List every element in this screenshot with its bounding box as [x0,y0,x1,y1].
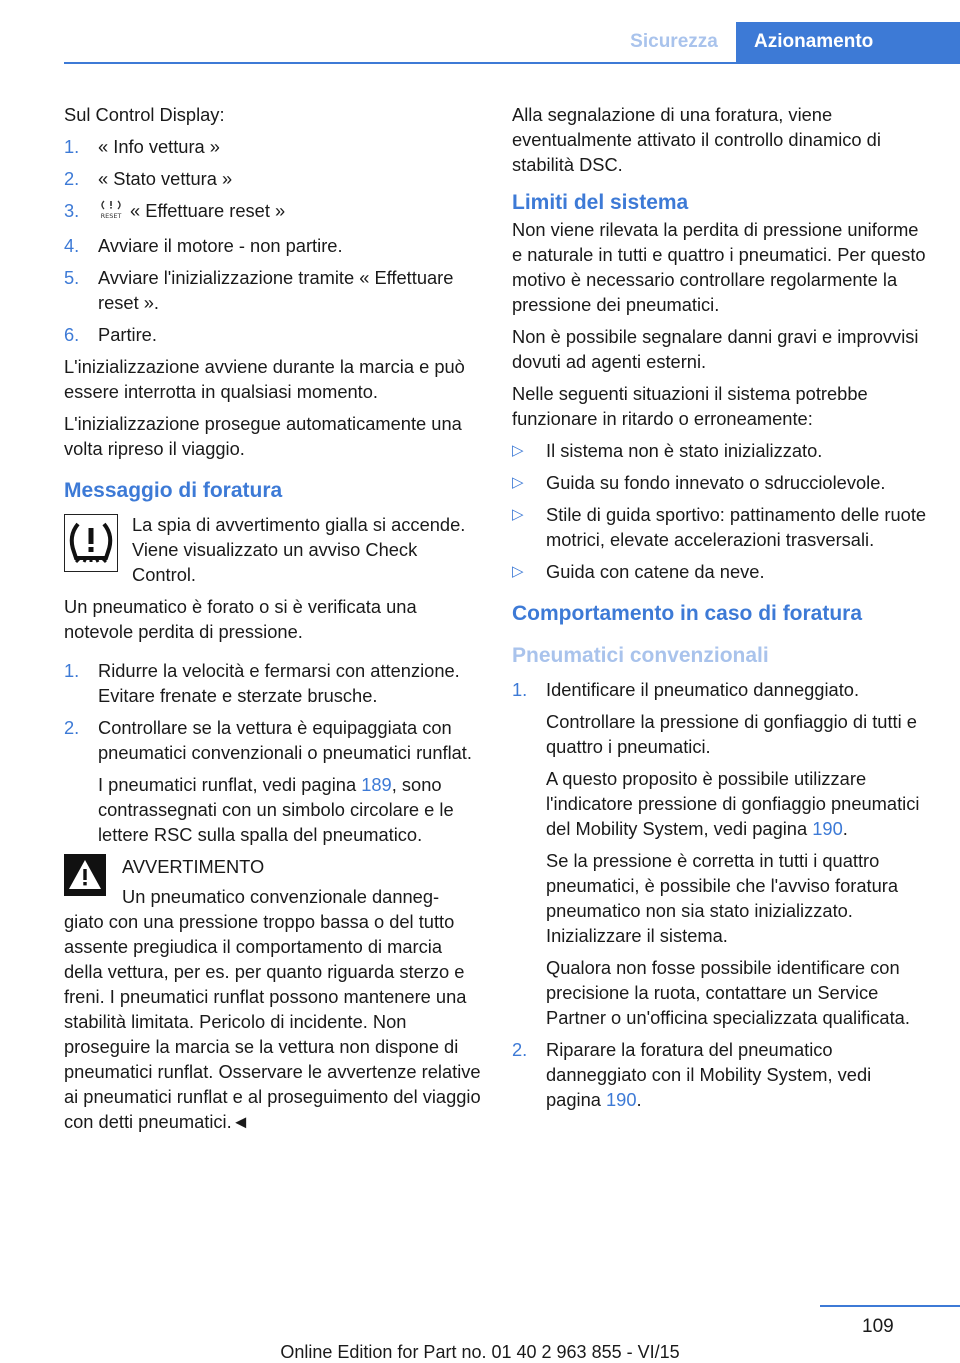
page-link-190[interactable]: 190 [812,818,843,839]
init-continue-paragraph: L'inizializzazione prosegue automaticamente una volta ripreso il viaggio. [64,413,462,459]
page-number: 109 [862,1316,894,1337]
tire-reset-icon [98,200,124,226]
puncture-steps-list [64,658,484,847]
bullet-triangle-icon: ▷ [512,506,524,523]
heading-system-limits: Limiti del sistema [512,191,689,214]
svg-text:RESET: RESET [100,212,122,220]
init-paragraph: L'inizializzazione avviene durante la marcia e può essere interrotta in qualsiasi momento. [64,356,465,402]
step-number: 2. [512,1039,528,1060]
step-note: Qualora non fosse possibile identificare con precisione la ruota, contattare un Service Partner o un'officina specializzata qualificata. [546,957,910,1028]
step-text: « Stato vettura » [98,168,233,189]
subheading-conventional-tires: Pneumatici convenzionali [512,644,769,667]
list-item [64,322,484,347]
list-item: ▷ Guida su fondo innevato o sdrucciolevole. [512,472,886,493]
footer-edition: Online Edition for Part no. 01 40 2 963 855 - VI/15 [280,1342,680,1362]
limits-paragraph-1: Non viene rilevata la perdita di pressione uniforme e naturale in tutti e quattro i pneumatici. Per questo motivo è necessario controllare regolarmente la pressione dei pneumatici. [512,219,926,315]
limits-bullet-list [512,438,928,584]
intro-text: Sul Control Display: [64,104,225,125]
step-note: I pneumatici runflat, vedi pagina 189, sono contrassegnati con un simbolo circolare e le lettere RSC sulla spalla del pneumatico. [98,774,454,845]
page-link-189[interactable]: 189 [361,774,392,795]
tire-pressure-warning-icon [64,512,132,578]
step-note: Controllare la pressione di gonfiaggio di tutti e quattro i pneumatici. [546,711,917,757]
list-item [64,715,484,847]
list-item [64,658,484,708]
step-number: 5. [64,267,80,288]
list-item [64,233,484,258]
step-number: 3. [64,200,80,221]
step-text: Identificare il pneumatico danneggiato. [546,679,860,700]
list-item [64,265,484,315]
warning-triangle-icon [64,854,122,902]
step-number: 2. [64,717,80,738]
limits-paragraph-2: Non è possibile segnalare danni gravi e improvvisi dovuti ad agenti esterni. [512,326,919,372]
footer-rule [820,1305,960,1307]
warning-title: AVVERTIMENTO [122,856,265,877]
step-number: 2. [64,168,80,189]
header-section-tab: Sicurezza [630,31,718,52]
step-number: 4. [64,235,80,256]
step-number: 6. [64,324,80,345]
limits-paragraph-3: Nelle seguenti situazioni il sistema potrebbe funzionare in ritardo o erroneamente: [512,383,868,429]
bullet-triangle-icon: ▷ [512,563,524,580]
step-number: 1. [512,679,528,700]
step-text: « Effettuare reset » [130,200,286,221]
step-number: 1. [64,136,80,157]
warning-block [64,854,484,1134]
right-column [512,102,928,1119]
dsc-paragraph: Alla segnalazione di una foratura, viene eventualmente attivato il controllo dinamico di stabilità DSC. [512,104,881,175]
step-text: Ridurre la velocità e fermarsi con attenzione. Evitare frenate e sterzate brusche. [98,660,460,706]
step-text: Partire. [98,324,157,345]
step-text: Riparare la foratura del pneumatico danneggiato con il Mobility System, vedi pagina 190. [546,1039,872,1110]
step-text: Avviare l'inizializzazione tramite « Effettuare reset ». [98,267,454,313]
header-chapter-tab: Azionamento [736,22,960,62]
list-item [512,677,928,1030]
bullet-triangle-icon: ▷ [512,474,524,491]
puncture-paragraph: Un pneumatico è forato o si è verificata una notevole perdita di pressione. [64,596,417,642]
list-item [64,198,484,226]
list-item: ▷ Stile di guida sportivo: pattinamento delle ruote motrici, elevate accelerazioni trasversali. [512,504,927,550]
heading-puncture-message: Messaggio di foratura [64,479,283,502]
header-rule [64,62,960,64]
step-number: 1. [64,660,80,681]
left-column [64,102,484,1141]
warning-text-first: Un pneumatico convenzionale danneg- [122,886,440,907]
step-text: Avviare il motore - non partire. [98,235,343,256]
conventional-steps-list [512,677,928,1112]
step-note: Se la pressione è corretta in tutti i quattro pneumatici, è possibile che l'avviso foratura pneumatico non sia stato inizializzato. Inizializzare il sistema. [546,850,899,946]
warning-light-block [64,512,484,587]
bullet-triangle-icon: ▷ [512,442,524,459]
step-note: A questo proposito è possibile utilizzare l'indicatore pressione di gonfiaggio pneumatici del Mobility System, vedi pagina 190. [546,768,920,839]
step-text: Controllare se la vettura è equipaggiata con pneumatici convenzionali o pneumatici runflat. [98,717,472,763]
page-link-190[interactable]: 190 [605,1089,637,1110]
warning-light-text: La spia di avvertimento gialla si accende. Viene visualizzato un avviso Check Control. [132,514,466,585]
list-item [64,166,484,191]
list-item: ▷ Il sistema non è stato inizializzato. [512,440,823,461]
list-item [64,134,484,159]
warning-text: giato con una pressione troppo bassa o del tutto assente pregiudica il comportamento di marcia della vettura, per es. per quanto riguarda sterzo e freni. I pneumatici runflat possono mantenere una stabilità limitata. Pericolo di incidente. Non proseguire la marcia se la vettura non dispone di pneumatici runflat. Osservare le avvertenze relative ai pneumatici runflat e al proseguimento del viaggio con detti pneumatici.◄ [64,911,481,1132]
heading-puncture-behavior: Comportamento in caso di foratura [512,602,863,625]
list-item [512,1037,928,1112]
step-text: « Info vettura » [98,136,220,157]
list-item: ▷ Guida con catene da neve. [512,561,765,582]
reset-steps-list [64,134,484,347]
